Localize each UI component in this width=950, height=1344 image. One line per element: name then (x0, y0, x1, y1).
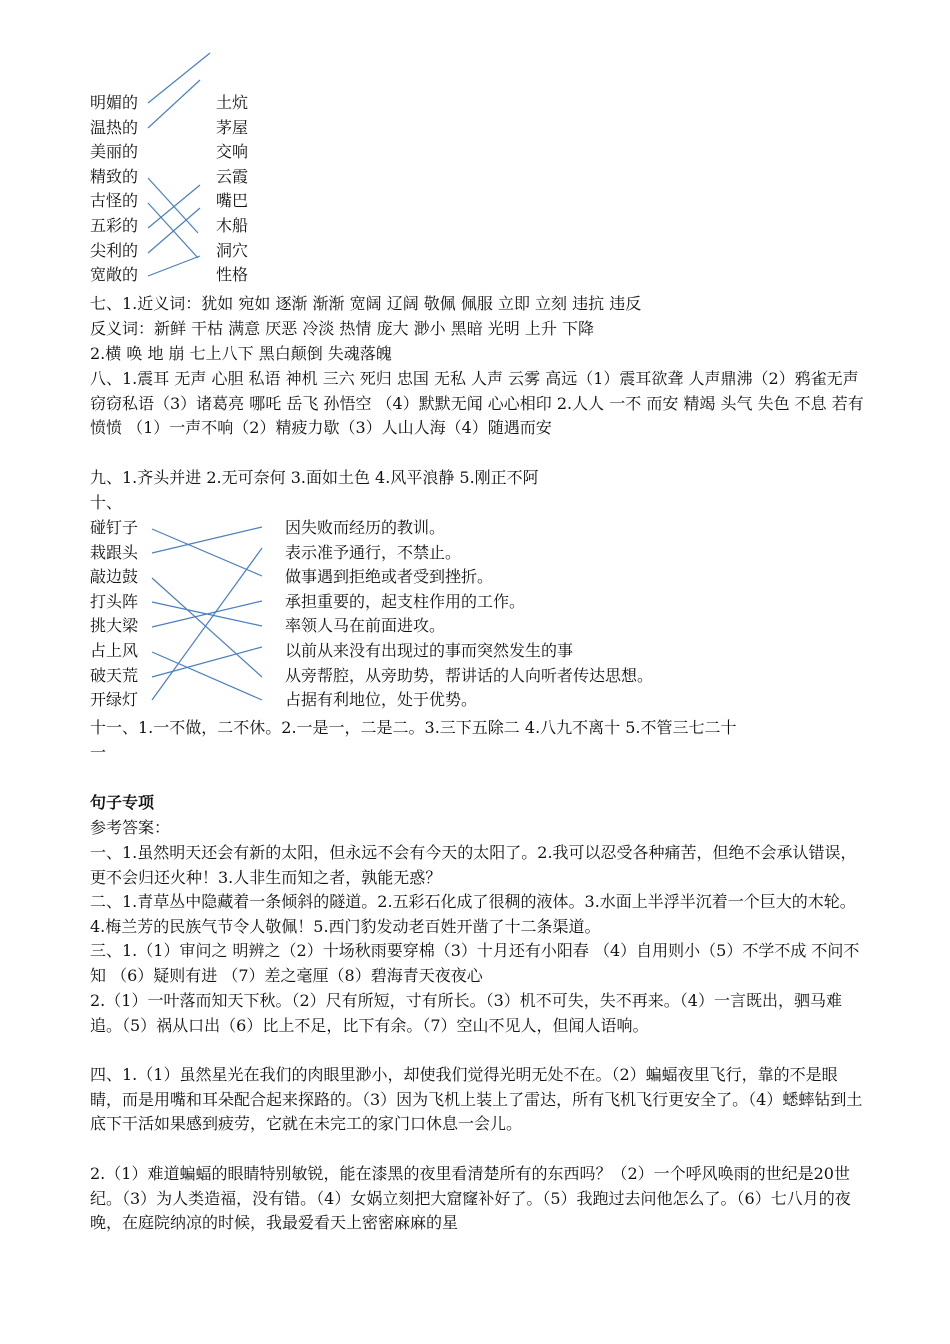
match-line (152, 601, 262, 627)
matching1-right-item: 洞穴 (216, 240, 249, 260)
matching1-left-column (90, 91, 138, 288)
matching1-right-item: 嘴巴 (216, 191, 249, 211)
sec10-right-item: 承担重要的，起支柱作用的工作。 (285, 591, 526, 611)
sec7-synonyms: 七、1.近义词：犹如 宛如 逐渐 渐渐 宽阔 辽阔 敬佩 佩服 立即 立刻 违抗 违反 (90, 294, 642, 313)
match-line (148, 256, 200, 276)
matching1-right-item: 茅屋 (216, 117, 249, 137)
sec10-right-item: 占据有利地位，处于优势。 (285, 690, 478, 710)
match-line (152, 647, 262, 677)
matching1-right-item: 交响 (216, 142, 249, 162)
match-line (148, 53, 210, 103)
matching1-left-item: 古怪的 (90, 191, 139, 211)
sec7-item2: 2.横 唤 地 崩 七上八下 黑白颠倒 失魂落魄 (90, 344, 392, 363)
sec10-left-item: 开绿灯 (90, 690, 139, 710)
match-line (148, 203, 198, 258)
sec10-right-item: 以前从来没有出现过的事而突然发生的事 (285, 640, 574, 660)
matching1-right-item: 木船 (216, 215, 249, 235)
match-line (152, 652, 262, 700)
sentences-paragraph-5: 四、1.（1）虽然星光在我们的肉眼里渺小，却使我们觉得光明无处不在。（2）蝙蝠夜里飞行，靠的不是眼睛，而是用嘴和耳朵配合起来探路的。（3）因为飞机上装上了雷达，所有飞机飞行更安全了。（4）蟋蟀钻到土底下干活如果感到疲劳，它就在未完工的家门口休息一会儿。 (90, 1065, 863, 1134)
sentences-ref-label: 参考答案： (90, 818, 171, 837)
sec10-left-item: 栽跟头 (90, 542, 139, 562)
matching1-left-item: 温热的 (90, 117, 139, 137)
matching1-right-item: 土炕 (216, 93, 249, 112)
sec8-paragraph: 八、1.震耳 无声 心胆 私语 神机 三六 死归 忠国 无私 人声 云雾 高远（1）震耳欲聋 人声鼎沸（2）鸦雀无声 窃窃私语（3）诸葛亮 哪吒 岳飞 孙悟空 （4）默默无闻 心心相印 2.人人 一不 而安 精竭 头气 失色 不息 若有 愤愤 （1）一声不响（2）精疲力歇（3）人山人海（4）随遇而安 (90, 369, 864, 438)
sec10-right-item: 表示准予通行，不禁止。 (285, 542, 462, 562)
match-line (148, 80, 200, 128)
sec10-left-item: 打头阵 (90, 591, 139, 611)
matching1-left-item: 精致的 (90, 166, 139, 186)
sentences-paragraph-3: 三、1.（1）审问之 明辨之（2）十场秋雨要穿棉（3）十月还有小阳春 （4）自用则小（5）不学不成 不问不知 （6）疑则有进 （7）差之毫厘（8）碧海青天夜夜心 (90, 941, 860, 985)
match-line (152, 529, 262, 576)
sec11-line1: 十一、1.一不做，二不休。2.一是一，二是二。3.三下五除二 4.八九不离十 5.不管三七二十 (90, 718, 737, 737)
matching1-right-item: 云霞 (216, 166, 249, 186)
match-line (152, 578, 262, 677)
sec10-right-item: 因失败而经历的教训。 (285, 518, 446, 537)
matching1-left-item: 明媚的 (90, 93, 139, 112)
sentences-paragraph-6: 2.（1）难道蝙蝠的眼睛特别敏锐，能在漆黑的夜里看清楚所有的东西吗？（2）一个呼风唤雨的世纪是20世纪。（3）为人类造福，没有错。（4）女娲立刻把大窟窿补好了。（5）我跑过去问他怎么了。（6）七八月的夜晚，在庭院纳凉的时候，我最爱看天上密密麻麻的星 (90, 1164, 851, 1233)
sec10-left-item: 占上风 (90, 640, 139, 660)
sec11-line2: 一 (90, 743, 107, 762)
sec10-right-item: 从旁帮腔，从旁助势，帮讲话的人向听者传达思想。 (285, 665, 654, 685)
match-line (148, 208, 200, 253)
sec9-line: 九、1.齐头并进 2.无可奈何 3.面如土色 4.风平浪静 5.刚正不阿 (90, 468, 539, 487)
sec10-label: 十、 (90, 493, 123, 512)
sec10-left-item: 敲边鼓 (90, 567, 139, 587)
sec10-left-item: 碰钉子 (90, 518, 139, 537)
sec10-right-item: 做事遇到拒绝或者受到挫折。 (285, 567, 494, 587)
sec10-right-item: 率领人马在前面进攻。 (285, 616, 446, 636)
matching1-left-item: 尖利的 (90, 240, 139, 260)
sec10-right-column (285, 516, 653, 713)
matching1-left-item: 五彩的 (90, 215, 139, 235)
match-line (148, 178, 198, 233)
matching1-left-item: 美丽的 (90, 142, 139, 162)
match-line (148, 185, 200, 228)
sec10-left-item: 破天荒 (90, 665, 139, 685)
sentences-paragraph-4: 2.（1）一叶落而知天下秋。（2）尺有所短，寸有所长。（3）机不可失，失不再来。（4）一言既出，驷马难追。（5）祸从口出（6）比上不足，比下有余。（7）空山不见人，但闻人语响。 (90, 991, 842, 1035)
sentences-title: 句子专项 (90, 793, 155, 812)
match-line (152, 548, 262, 700)
sentences-paragraph-1: 一、1.虽然明天还会有新的太阳，但永远不会有今天的太阳了。2.我可以忍受各种痛苦，但绝不会承认错误，更不会归还火种！3.人非生而知之者，孰能无惑？ (90, 843, 857, 887)
match-line (152, 527, 262, 553)
sentences-paragraph-2: 二、1.青草丛中隐藏着一条倾斜的隧道。2.五彩石化成了很稠的液体。3.水面上半浮半沉着一个巨大的木轮。4.梅兰芳的民族气节令人敬佩！5.西门豹发动老百姓开凿了十二条渠道。 (90, 892, 856, 936)
matching1-left-item: 宽敞的 (90, 265, 139, 285)
sec7-antonyms: 反义词：新鲜 干枯 满意 厌恶 冷淡 热情 庞大 渺小 黑暗 光明 上升 下降 (90, 319, 594, 338)
matching1-right-column (216, 91, 248, 288)
matching1-right-item: 性格 (216, 265, 249, 285)
sec10-left-item: 挑大梁 (90, 616, 139, 636)
sec10-left-column (90, 516, 138, 713)
match-line (152, 602, 262, 626)
